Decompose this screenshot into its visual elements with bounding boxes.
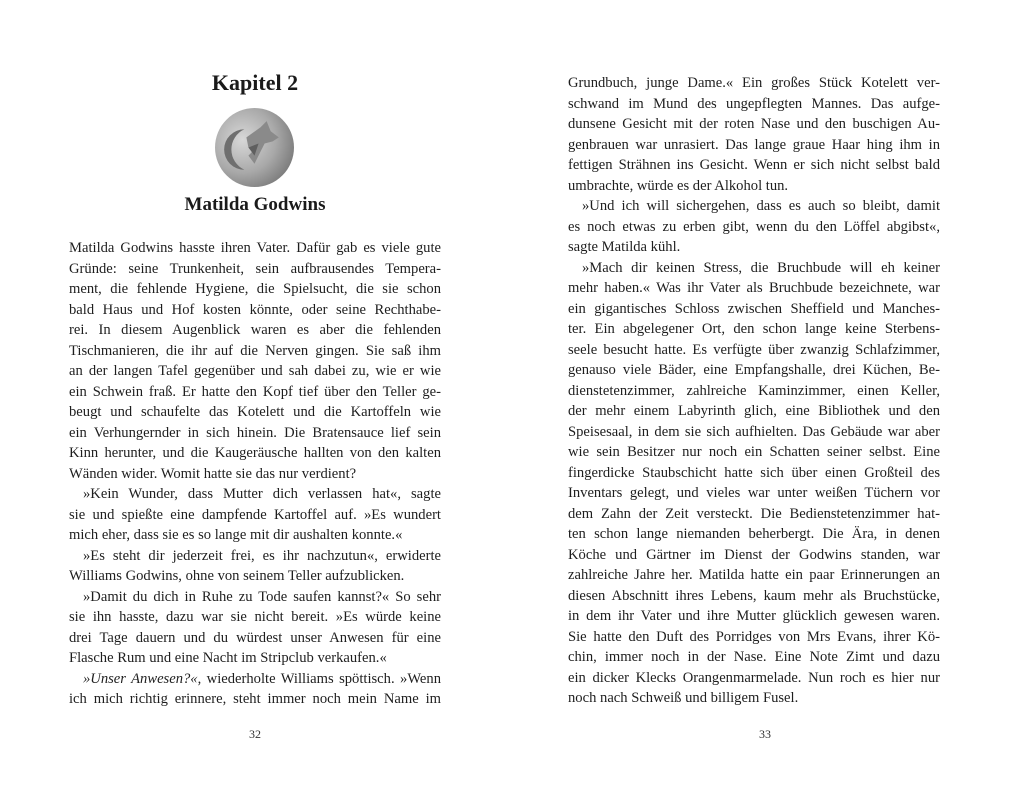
text-line: bald Haus und Hof kosten könnte, oder seine Rechthabe- <box>69 301 441 318</box>
text-line: ich mich richtig erinnere, steht immer noch mein Name im <box>69 691 441 707</box>
text-line: Inventars gelegt, und vieles war unter weißen Tüchern vor <box>568 485 940 501</box>
text-line: ein dicker Klecks Orangenmarmelade. Nun roch es hier nur <box>568 669 940 686</box>
text-line: ment, die fehlende Hygiene, die Spielsucht, die sie schon <box>69 281 441 297</box>
text-line: Grundbuch, junge Dame.« Ein großes Stück Kotelett ver- <box>568 75 940 91</box>
text-line: ein Schwein fraß. Er hatte den Kopf tief über den Teller ge- <box>69 383 441 400</box>
text-line: noch nach Schweiß und billigem Fusel. <box>568 690 799 706</box>
text-line: dienstetenzimmer, zahlreiche Kaminzimmer, einen Keller, <box>568 382 940 399</box>
text-line: dem Zahn der Zeit versteckt. Die Bedienstetenzimmer hat- <box>568 505 940 522</box>
text-line: Gründe: seine Trunkenheit, sein aufbrausendes Tempera- <box>69 260 441 277</box>
page-number: 33 <box>759 727 771 741</box>
body-text <box>69 238 441 710</box>
text-line: genbrauen war unrasiert. Das lange graue Haar hing ihm in <box>568 136 940 153</box>
text-line: »Mach dir keinen Stress, die Bruchbude will eh keiner <box>582 259 940 276</box>
text-line: »Kein Wunder, dass Mutter dich verlassen hat«, sagte <box>83 486 441 502</box>
chapter-subtitle: Matilda Godwins <box>184 194 326 215</box>
text-line: ter. Ein abgelegener Ort, den schon lange keine Sterbens- <box>568 321 940 337</box>
text-line: Speisesaal, in dem sie sich aufhielten. Das Gebäude war aber <box>568 423 940 440</box>
text-line: in dem ihr Vater und ihre Mutter glücklich gewesen waren. <box>568 608 940 624</box>
text-line: sie und spießte eine dampfende Kartoffel auf. »Es wundert <box>69 506 441 523</box>
text-line: drei Tage dauern und du würdest unser Anwesen für eine <box>69 629 441 646</box>
text-line: »Es steht dir jederzeit frei, es ihr nachzutun«, erwiderte <box>83 547 441 564</box>
text-line-mixed <box>69 669 441 690</box>
text-line: dunsene Gesicht mit der roten Nase und den buschigen Au- <box>568 116 940 132</box>
text-line: Tischmanieren, die ihr auf die Nerven gingen. Sie saß ihm <box>69 342 441 359</box>
text-line: seele besucht hatte. Es verfügte über zwanzig Schlafzimmer, <box>568 341 940 358</box>
text-line: der mehr einem Labyrinth glich, eine Bibliothek und den <box>568 403 940 419</box>
text-line: Kinn herunter, und die Kaugeräusche hallten von den kalten <box>69 445 441 461</box>
text-line: schwand im Mund des ungepflegten Mannes. Das aufge- <box>568 95 940 112</box>
text-line: fettigen Strähnen ins Gesicht. Wenn er sich nicht selbst bald <box>568 157 940 173</box>
text-line: ein gigantisches Schloss zwischen Sheffield und Manches- <box>568 300 940 317</box>
text-line: genauso viele Bäder, eine Empfangshalle, drei Küchen, Be- <box>568 362 940 378</box>
text-line: sagte Matilda kühl. <box>568 239 681 255</box>
page-number: 32 <box>249 727 261 741</box>
text-line: Flasche Rum und eine Nacht im Stripclub verkaufen.« <box>69 650 387 666</box>
text-line: Williams Godwins, ohne von seinem Teller aufzublicken. <box>69 568 405 584</box>
text-line: ein Verhungernder in sich hinein. Die Bratensauce lief sein <box>69 424 441 441</box>
text-line: fingerdicke Staubschicht hatte sich über einen Großteil des <box>568 464 940 481</box>
text-line: ten schon lange niemanden beherbergt. Die Ära, in denen <box>568 526 940 542</box>
fox-medallion-icon <box>214 107 295 188</box>
text-line: zahlreiche Jahre her. Matilda hatte ein paar Erinnerungen an <box>568 567 940 583</box>
text-line: »Und ich will sichergehen, dass es auch so bleibt, damit <box>582 198 940 214</box>
text-line: chin, immer noch in der Nase. Eine Note Zimt und dazu <box>568 649 940 665</box>
text-line: Köche und Gärtner im Dienst der Godwins standen, war <box>568 546 940 563</box>
text-line: mehr haben.« Was ihr Vater als Bruchbude bezeichnete, war <box>568 280 940 296</box>
text-line: an der langen Tafel gegenüber und sah dabei zu, wie er wie <box>69 363 441 379</box>
text-line: Matilda Godwins hasste ihren Vater. Dafür gab es viele gute <box>69 240 441 256</box>
text-line: diesen Abschnitt ihres Lebens, kaum mehr als Bruchstücke, <box>568 587 940 604</box>
text-line: beugt und schaufelte das Kotelett und die Kartoffeln wie <box>69 404 441 420</box>
text-line: mich eher, dass sie es so lange mit dir aushalten konnte.« <box>69 527 403 543</box>
text-line: rei. In diesem Augenblick waren es aber die fehlenden <box>69 322 441 338</box>
text-line: es noch etwas zu erben gibt, wenn du den Löffel abgibst«, <box>568 218 940 235</box>
body-text <box>568 73 940 709</box>
text-run: , wiederholte Williams spöttisch. »Wenn <box>197 670 442 687</box>
chapter-title: Kapitel 2 <box>211 70 299 95</box>
text-line: wie sein Besitzer nur noch ein Schatten seiner selbst. Eine <box>568 444 940 460</box>
text-line: »Damit du dich in Ruhe zu Tode saufen kannst?« So sehr <box>83 588 441 605</box>
text-line: Wänden wider. Womit hatte sie das nur verdient? <box>69 465 357 482</box>
right-page <box>510 0 1020 812</box>
text-line: Sie hatte den Duft des Porridges von Mrs Evans, ihrer Kö- <box>568 628 940 645</box>
text-line: sie ihn hasste, dazu war sie nicht bereit. »Es würde keine <box>69 609 441 625</box>
text-line: umbrachte, würde es der Alkohol tun. <box>568 177 789 194</box>
italic-quote: »Unser Anwesen?« <box>83 670 198 687</box>
